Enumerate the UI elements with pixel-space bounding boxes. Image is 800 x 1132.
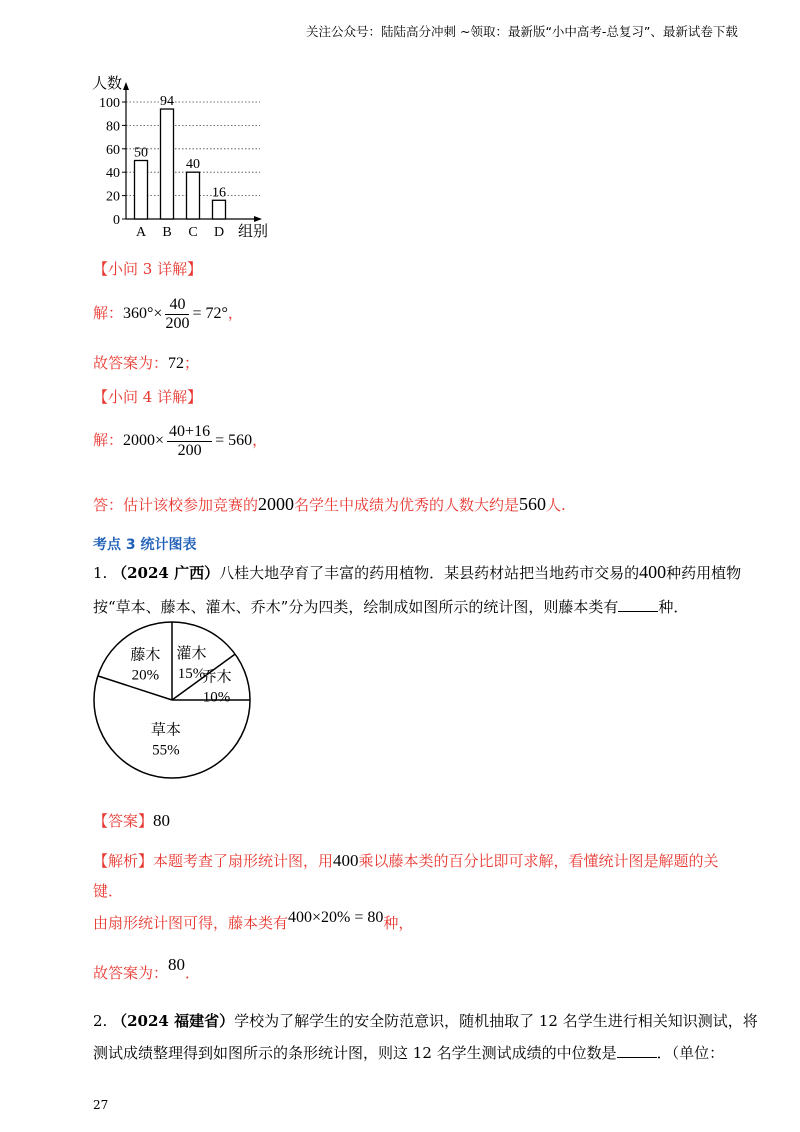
q4-prefix: 解： [93,431,124,449]
pie-slice-percent: 55% [152,742,180,759]
q4-heading: 【小问 4 详解】 [93,388,203,406]
p2-line1 [93,1010,758,1031]
y-tick-label: 60 [106,142,120,158]
p1-answer [93,810,170,831]
y-tick-label: 100 [99,96,120,111]
page-number: 27 [93,1098,109,1112]
x-tick-label: C [188,225,198,240]
q4-comma: ， [252,431,268,449]
q3-prefix: 解： [93,304,124,322]
p1-analysis-line1 [93,850,719,871]
q3-answer-label: 故答案为： [93,354,169,372]
q3-expr-right: = 72° [192,305,228,322]
q3-solution [93,293,243,334]
p1-line1 [93,562,741,583]
data-label: 40 [186,157,200,173]
q4-expr-left: 2000× [123,432,165,449]
p1-line2-a: 按“草本、藤本、灌木、乔木”分为四类，绘制成如图所示的统计图，则藤本类有 [93,598,619,616]
y-tick-label: 0 [113,213,120,228]
p1-line2-b: 种． [658,598,689,616]
pie-slice-percent: 20% [131,667,160,684]
p1-analysis-expr: 400×20% = 80 [288,909,384,926]
pie-slice-label: 灌木 [176,645,207,662]
bar [187,172,200,219]
x-axis-label: 组别 [238,224,269,240]
p1-analysis-text-b: 乘以藤本类的百分比即可求解，看懂统计图是解题的关 [358,852,719,870]
p2-line2 [93,1042,724,1063]
x-tick-label: A [135,225,147,240]
p1-final-answer [93,955,201,983]
pie-slice-percent: 15% [177,665,206,682]
q3-answer [93,352,199,373]
q4-ans-end: 人. [546,496,566,514]
p1-analysis-n400: 400 [333,851,359,870]
p2-text-a: 学校为了解学生的安全防范意识，随机抽取了 12 名学生进行相关知识测试，将 [234,1012,758,1030]
p2-answer-blank [617,1057,657,1058]
data-label: 50 [134,145,148,161]
y-axis-label: 人数 [92,76,123,92]
q4-answer [93,494,566,515]
bar [135,161,148,220]
q3-frac-den: 200 [165,314,190,332]
q3-comma: ， [227,304,243,322]
q4-fraction [167,423,212,460]
p1-answer-blank [618,611,658,612]
q4-frac-den: 200 [177,441,202,459]
p1-final-value: 80 [168,955,186,974]
page-header: 关注公众号：陆陆高分冲刺 ~领取：最新版“小中高考-总复习”、最新试卷下载 [306,24,738,39]
p1-final-end: ． [185,964,201,982]
q4-ans-prefix: 答：估计该校参加竞赛的 [93,496,259,514]
bar [213,200,226,219]
p1-text-a: 八桂大地孕育了丰富的药用植物．某县药材站把当地药市交易的 [219,564,640,582]
p1-analysis-line2: 键． [93,882,124,900]
q4-solution [93,420,267,461]
x-tick-label: B [162,225,172,240]
p1-final-label: 故答案为： [93,964,169,982]
p1-n400: 400 [639,562,667,582]
p1-text-b: 种药用植物 [666,564,742,582]
pie-slice-label: 藤木 [130,647,161,664]
y-tick-label: 20 [106,189,120,205]
pie-chart [88,618,258,782]
q3-fraction [165,296,189,333]
x-axis-arrow [254,216,262,222]
q4-frac-num: 40+16 [169,422,211,440]
p1-analysis-line3 [93,909,414,933]
q4-ans-mid: 名学生中成绩为优秀的人数大约是 [294,496,520,514]
p1-answer-value: 80 [153,811,171,830]
p2-line2-a: 测试成绩整理得到如图所示的条形统计图，则这 12 名学生测试成绩的中位数是 [93,1044,617,1062]
p1-analysis-text-a: 本题考查了扇形统计图，用 [153,852,334,870]
section-title: 考点 3 统计图表 [93,537,197,553]
p1-analysis-line3-b: 种， [383,914,414,932]
bar [161,109,174,219]
y-tick-label: 80 [106,119,120,135]
q3-expr-left: 360°× [123,305,163,322]
q3-frac-num: 40 [165,296,189,315]
p1-analysis-label: 【解析】 [93,852,154,870]
x-tick-label: D [213,225,225,240]
data-label: 16 [212,185,226,201]
data-label: 94 [160,94,174,110]
q4-expr-right: = 560 [215,432,253,449]
p1-analysis-line3-a: 由扇形统计图可得，藤本类有 [93,914,289,932]
q3-heading: 【小问 3 详解】 [93,260,203,278]
p1-source: （2024 广西） [112,564,220,582]
p1-number: 1. [93,564,108,582]
q3-answer-value: 72 [168,355,185,372]
q4-ans-num1: 2000 [258,494,295,514]
p2-source: （2024 福建省） [112,1012,235,1030]
p1-answer-label: 【答案】 [93,812,154,830]
p1-line2 [93,596,688,617]
pie-slice-label: 草本 [150,722,181,739]
y-axis-arrow [123,82,129,90]
p2-line2-b: ．（单位： [656,1044,725,1062]
q3-answer-end: ； [184,354,200,372]
bar-chart [88,74,288,244]
q4-ans-num2: 560 [519,494,547,514]
pie-slice-label: 乔木 [201,669,232,686]
pie-slice-percent: 10% [202,689,231,706]
y-tick-label: 40 [106,166,120,182]
p2-number: 2. [93,1012,108,1030]
